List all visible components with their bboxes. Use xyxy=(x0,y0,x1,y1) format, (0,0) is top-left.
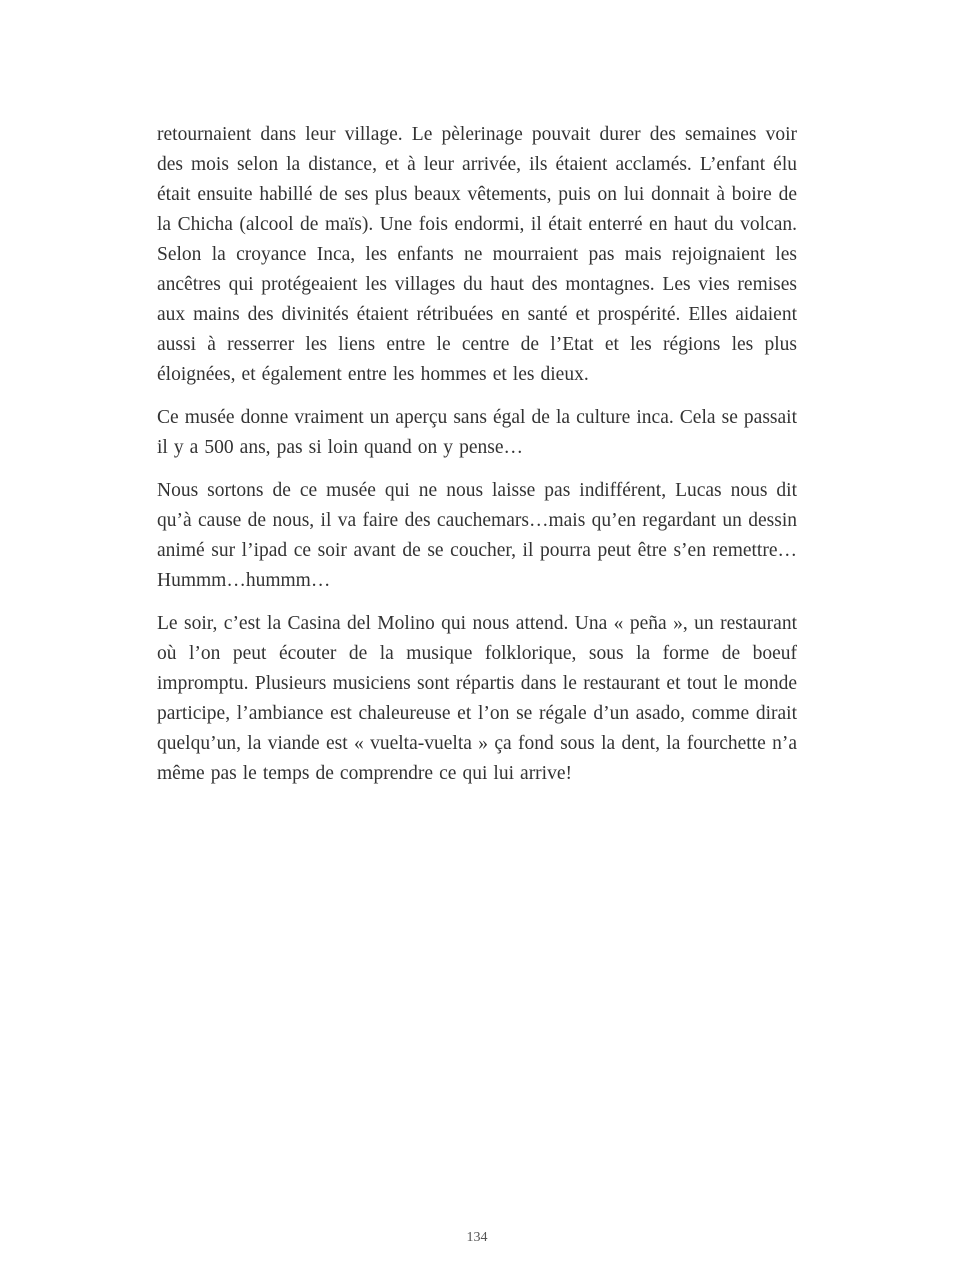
paragraph-3: Nous sortons de ce musée qui ne nous laisse pas indifférent, Lucas nous dit qu’à cause de nous, il va faire des cauchemars…mais qu’en regardant un dessin animé sur l’ipad ce soir avant de se coucher, il pourra peut être s’en remettre…Hummm…hummm… xyxy=(157,480,797,591)
paragraph-4: Le soir, c’est la Casina del Molino qui nous attend. Una « peña », un restaurant où l’on peut écouter de la musique folklorique, sous la forme de boeuf impromptu. Plusieurs musiciens sont répartis dans le restaurant et tout le monde participe, l’ambiance est chaleureuse et l’on se régale d’un asado, comme dirait quelqu’un, la viande est « vuelta-vuelta » ça fond sous la dent, la fourchette n’a même pas le temps de comprendre ce qui lui arrive! xyxy=(157,613,797,784)
paragraph-1: retournaient dans leur village. Le pèlerinage pouvait durer des semaines voir des mois selon la distance, et à leur arrivée, ils étaient acclamés. L’enfant élu était ensuite habillé de ses plus beaux vêtements, puis on lui donnait à boire de la Chicha (alcool de maïs). Une fois endormi, il était enterré en haut du volcan. Selon la croyance Inca, les enfants ne mourraient pas mais rejoignaient les ancêtres qui protégeaient les villages du haut des montagnes. Les vies remises aux mains des divinités étaient rétribuées en santé et prospérité. Elles aidaient aussi à resserrer les liens entre le centre de l’Etat et les régions les plus éloignées, et également entre les hommes et les dieux. xyxy=(157,124,797,385)
page-text-block xyxy=(157,120,797,802)
page-number: 134 xyxy=(466,1230,488,1245)
paragraph-2: Ce musée donne vraiment un aperçu sans égal de la culture inca. Cela se passait il y a 500 ans, pas si loin quand on y pense… xyxy=(157,407,797,458)
page-footer xyxy=(0,1230,954,1246)
